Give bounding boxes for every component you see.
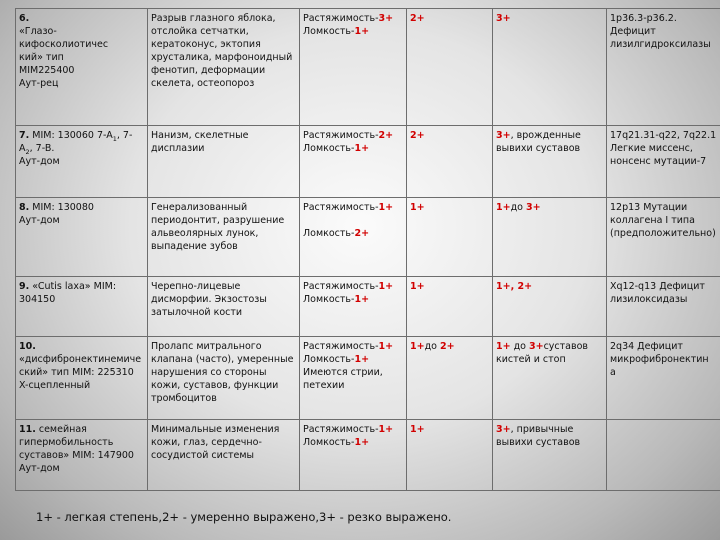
locus-cell: 1p36.3-p36.2. Дефицит лизилгидроксилазы [607,9,720,126]
table-row [16,126,720,198]
locus-cell: 17q21.31-q22, 7q22.1 Легкие миссенс, нонсенс мутации-7 [607,126,720,198]
locus-cell: 2q34 Дефицит микрофибронектин а [607,337,720,420]
features-cell: Разрыв глазного яблока, отслойка сетчатки, кератоконус, эктопия хрусталика, марфоноидный фенотип, деформации скелета, остеопороз [148,9,300,126]
skin-cell: Растяжимость-3+ Ломкость-1+ [300,9,407,126]
grade-cell: 1+ [407,420,493,491]
grade-cell: 3+ [493,9,607,126]
features-cell: Минимальные изменения кожи, глаз, сердечно-сосудистой системы [148,420,300,491]
type-cell: 10. «дисфибронектинемиче ский» тип MIM: 225310 X-сцепленный [16,337,148,420]
grade-cell: 1+ [407,277,493,337]
grade-cell: 1+, 2+ [493,277,607,337]
features-cell: Пролапс митрального клапана (часто), умеренные нарушения со стороны кожи, суставов, функции тромбоцитов [148,337,300,420]
features-cell: Черепно-лицевые дисморфии. Экзостозы затылочной кости [148,277,300,337]
skin-cell: Растяжимость-1+ Ломкость-1+ [300,420,407,491]
grade-cell: 3+, врожденные вывихи суставов [493,126,607,198]
type-cell: 9. «Cutis laxa» MIM: 304150 [16,277,148,337]
grade-cell: 1+ до 3+суставов кистей и стоп [493,337,607,420]
locus-cell: 12p13 Мутации коллагена I типа (предположительно) [607,198,720,277]
locus-cell: Xq12-q13 Дефицит лизилоксидазы [607,277,720,337]
table-row [16,198,720,277]
grade-cell: 1+до 3+ [493,198,607,277]
type-cell: 8. MIM: 130080 Аут-дом [16,198,148,277]
grade-cell: 3+, привычные вывихи суставов [493,420,607,491]
grade-cell: 1+до 2+ [407,337,493,420]
table-row [16,9,720,126]
type-cell: 6. «Глазо-кифосколиотичес кий» тип MIM225400 Аут-рец [16,9,148,126]
skin-cell: Растяжимость-1+ Ломкость-2+ [300,198,407,277]
grade-cell: 2+ [407,126,493,198]
features-cell: Генерализованный периодонтит, разрушение альвеолярных лунок, выпадение зубов [148,198,300,277]
locus-cell [607,420,720,491]
skin-cell: Растяжимость-2+ Ломкость-1+ [300,126,407,198]
table-row [16,337,720,420]
skin-cell: Растяжимость-1+ Ломкость-1+ Имеются стрии, петехии [300,337,407,420]
skin-cell: Растяжимость-1+ Ломкость-1+ [300,277,407,337]
footnote-legend: 1+ - легкая степень,2+ - умеренно выражено,3+ - резко выражено. [36,510,452,524]
table-row [16,277,720,337]
type-cell: 11. семейная гипермобильность суставов» MIM: 147900 Аут-дом [16,420,148,491]
type-cell: 7. MIM: 130060 $7-A_1$, $7-A_2$, 7-B. Аут-дом [16,126,148,198]
grade-cell: 1+ [407,198,493,277]
syndrome-table [15,8,720,491]
grade-cell: 2+ [407,9,493,126]
features-cell: Нанизм, скелетные дисплазии [148,126,300,198]
table-row [16,420,720,491]
